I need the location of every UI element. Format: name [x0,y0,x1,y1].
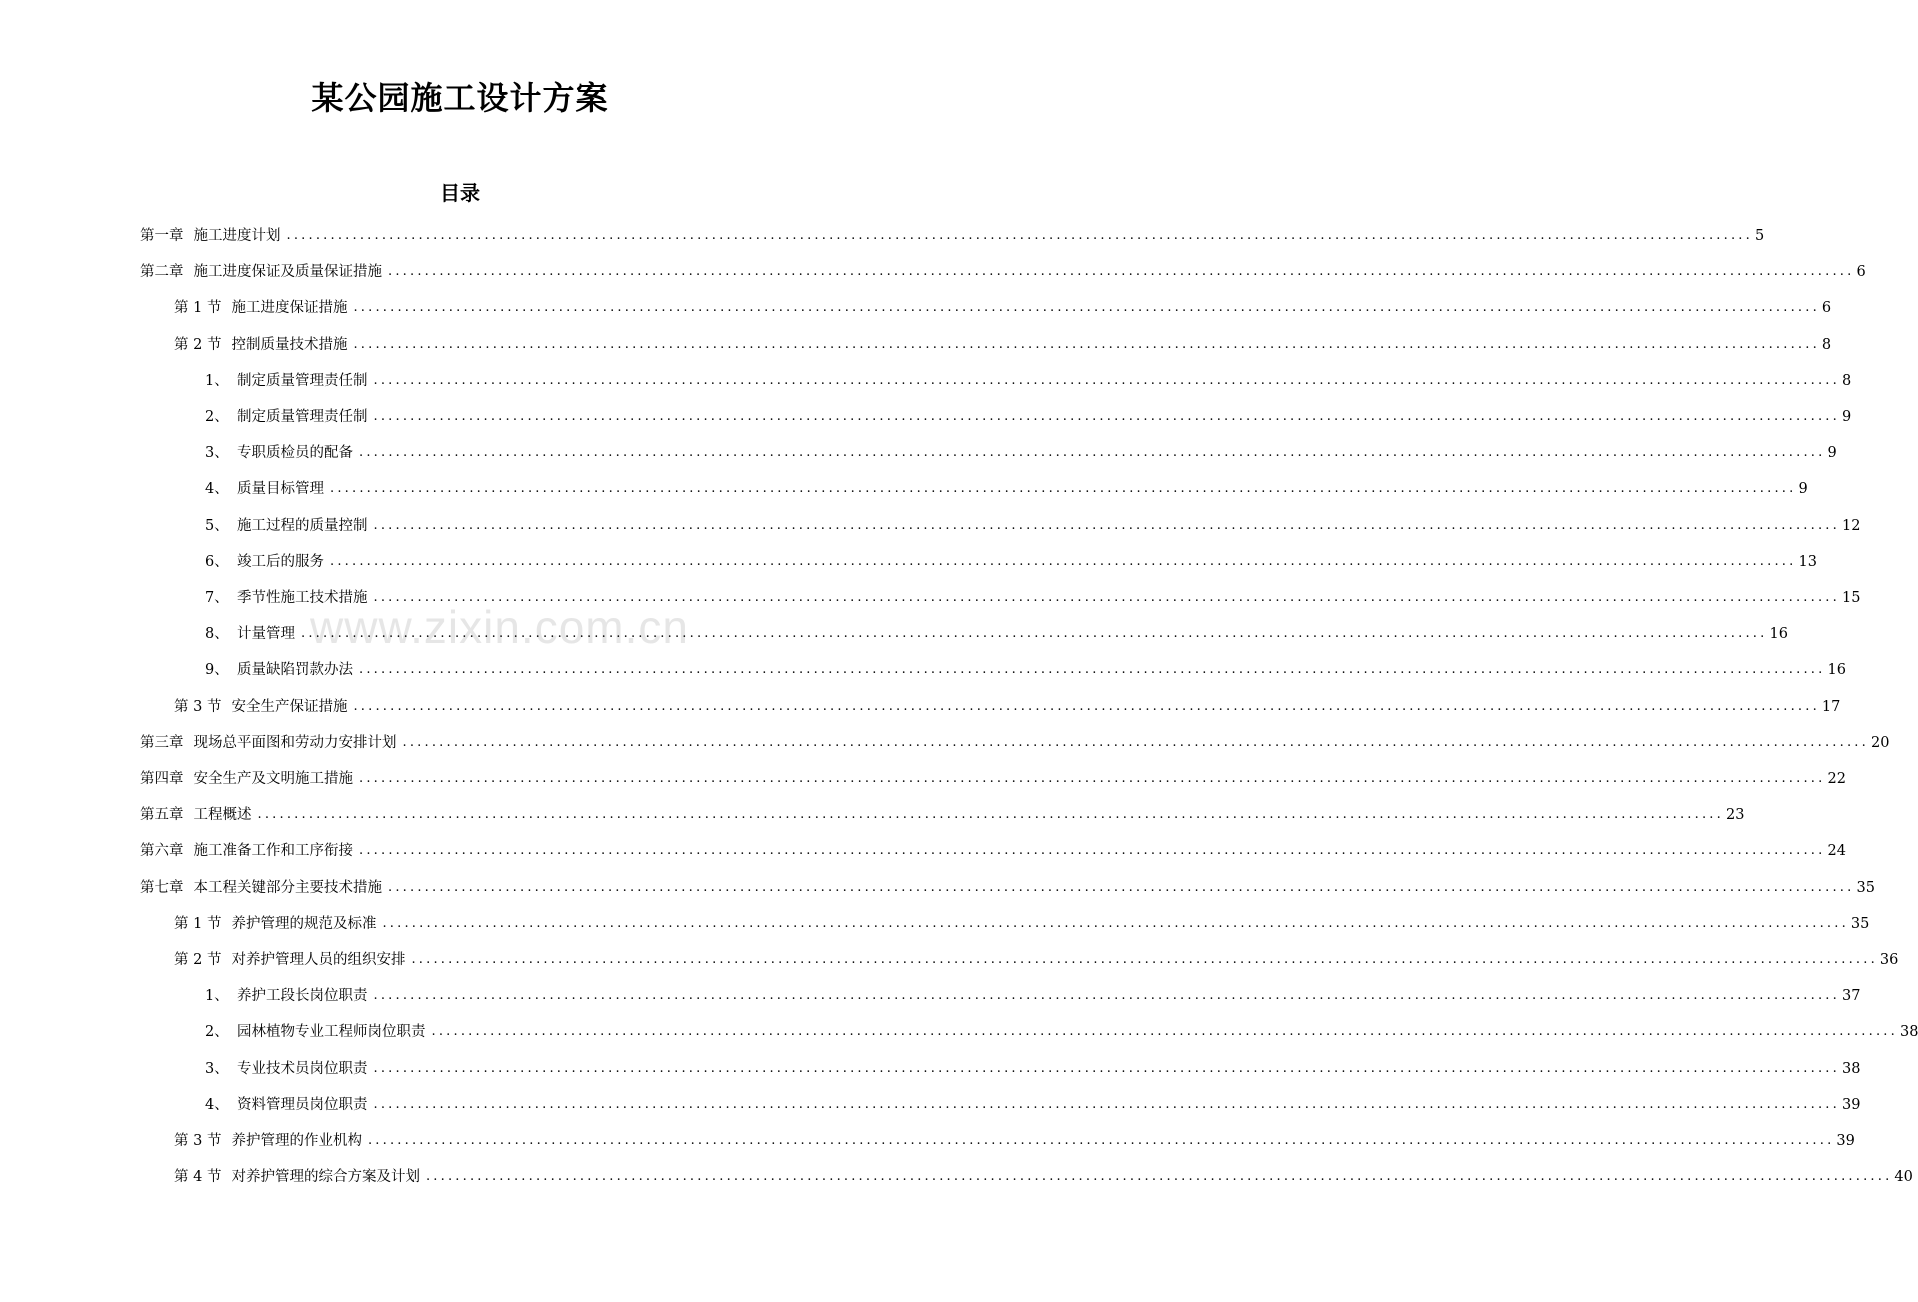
toc-entry[interactable] [174,906,1870,942]
watermark-text: www.zixin.com.cn [310,601,689,653]
toc-entry-page: 23 [1725,807,1745,824]
toc-leader-dots: ........................................................................................................................................................................................................ [373,1096,1840,1112]
toc-entry-number: 第 1 节 [174,915,222,932]
toc-entry-title: 安全生产及文明施工措施 [193,771,353,787]
toc-entry-title: 养护管理的作业机构 [231,1133,362,1149]
toc-leader-dots: ........................................................................................................................................................................................................ [388,879,1855,895]
toc-entry-number: 第 3 节 [174,698,222,715]
toc-leader-dots: ........................................................................................................................................................................................................ [373,372,1840,388]
toc-entry[interactable] [205,580,1861,616]
toc-entry-title: 质量缺陷罚款办法 [237,662,353,679]
toc-leader-dots: ........................................................................................................................................................................................................ [373,590,1840,605]
toc-entry-page: 17 [1821,698,1841,715]
toc-entry[interactable] [205,399,1852,435]
toc-heading: 目录 [440,181,480,205]
toc-entry-title: 制定质量管理责任制 [237,372,368,389]
toc-leader-dots: ........................................................................................................................................................................................................ [367,1133,1835,1148]
toc-entry[interactable] [205,363,1852,399]
toc-entry[interactable] [205,616,1788,652]
toc-entry-page: 15 [1841,590,1861,606]
toc-entry-page: 8 [1821,336,1832,353]
toc-entry[interactable] [205,1014,1918,1050]
toc-entry-number: 4、 [205,1096,229,1113]
toc-entry-page: 16 [1827,662,1846,679]
toc-leader-dots: ........................................................................................................................................................................................................ [388,264,1855,280]
toc-entry[interactable] [174,942,1899,978]
toc-entry-page: 20 [1870,734,1890,751]
toc-entry[interactable] [205,471,1808,507]
toc-entry[interactable] [140,218,1765,254]
toc-entry-page: 5 [1754,228,1765,244]
toc-entry-page: 38 [1899,1024,1918,1041]
toc-entry-number: 4、 [205,481,229,498]
toc-entry-title: 园林植物专业工程师岗位职责 [237,1024,426,1041]
toc-entry[interactable] [205,978,1861,1014]
toc-leader-dots: ........................................................................................................................................................................................................ [373,409,1840,424]
toc-entry-title: 竣工后的服务 [237,553,324,570]
toc-entry-number: 第三章 [140,734,184,751]
toc-entry-title: 对养护管理的综合方案及计划 [231,1169,420,1186]
toc-entry-number: 第六章 [140,843,184,860]
toc-leader-dots: ........................................................................................................................................................................................................ [353,698,1820,714]
toc-entry-number: 1、 [205,988,229,1005]
toc-leader-dots: ........................................................................................................................................................................................................ [353,300,1820,316]
toc-entry-title: 施工过程的质量控制 [237,517,368,534]
toc-entry-number: 第 2 节 [174,336,222,353]
toc-entry-page: 6 [1821,300,1832,317]
toc-entry-title: 现场总平面图和劳动力安排计划 [193,734,397,751]
toc-entry-page: 40 [1894,1169,1913,1186]
toc-entry-title: 控制质量技术措施 [231,336,348,353]
toc-entry-title: 工程概述 [193,807,252,824]
toc-entry[interactable] [140,254,1866,290]
toc-entry-number: 第二章 [140,264,184,281]
toc-entry-number: 第四章 [140,771,184,787]
toc-entry[interactable] [205,508,1861,544]
toc-entry-page: 13 [1798,553,1817,570]
toc-entry-title: 制定质量管理责任制 [237,409,368,425]
toc-entry-number: 9、 [205,662,229,679]
toc-entry-title: 施工进度保证及质量保证措施 [193,264,382,281]
toc-entry-title: 安全生产保证措施 [231,698,348,715]
toc-entry[interactable] [174,1159,1913,1195]
toc-leader-dots: ........................................................................................................................................................................................................ [411,952,1878,967]
toc-entry-page: 6 [1856,264,1866,281]
toc-entry[interactable] [174,689,1841,725]
toc-entry-number: 3、 [205,1060,229,1077]
toc-entry-number: 2、 [205,409,229,425]
toc-entry-number: 5、 [205,517,229,534]
toc-leader-dots: ........................................................................................................................................................................................................ [402,734,1869,750]
toc-leader-dots: ........................................................................................................................................................................................................ [353,336,1820,352]
toc-entry-page: 8 [1841,372,1852,389]
toc-entry-page: 22 [1827,771,1846,787]
toc-leader-dots: ........................................................................................................................................................................................................ [425,1169,1893,1185]
toc-entry-title: 养护管理的规范及标准 [231,915,377,932]
toc-entry[interactable] [140,761,1846,797]
toc-entry[interactable] [140,725,1890,761]
toc-entry-number: 第 4 节 [174,1169,222,1186]
toc-entry-page: 37 [1841,988,1861,1005]
toc-entry-title: 施工进度保证措施 [231,300,348,317]
toc-entry-title: 季节性施工技术措施 [237,590,368,606]
toc-entry-title: 资料管理员岗位职责 [237,1096,368,1113]
toc-entry-page: 9 [1827,445,1837,462]
toc-entry-title: 本工程关键部分主要技术措施 [193,879,382,896]
toc-leader-dots: ........................................................................................................................................................................................................ [373,988,1840,1004]
toc-leader-dots: ........................................................................................................................................................................................................ [301,626,1768,642]
toc-entry-number: 第 3 节 [174,1133,222,1149]
toc-entry[interactable] [140,797,1745,833]
toc-entry-number: 3、 [205,445,229,462]
toc-entry-page: 36 [1879,952,1899,968]
toc-entry[interactable] [205,544,1817,580]
toc-entry-title: 施工进度计划 [193,228,281,244]
toc-leader-dots: ........................................................................................................................................................................................................ [373,1060,1840,1076]
toc-entry-title: 质量目标管理 [237,481,324,498]
toc-entry[interactable] [140,870,1875,906]
toc-entry-page: 16 [1769,626,1788,643]
toc-entry-page: 35 [1856,879,1875,896]
toc-entry-number: 第五章 [140,807,184,824]
toc-entry[interactable] [174,290,1832,326]
toc-entry[interactable] [205,652,1846,688]
toc-entry[interactable] [205,1051,1861,1087]
toc-leader-dots: ........................................................................................................................................................................................................ [359,662,1826,678]
toc-leader-dots: ........................................................................................................................................................................................................ [257,807,1724,823]
toc-entry-title: 计量管理 [237,626,295,643]
toc-entry-page: 9 [1841,409,1852,425]
toc-entry-title: 专业技术员岗位职责 [237,1060,368,1077]
toc-leader-dots: ........................................................................................................................................................................................................ [330,481,1797,497]
toc-leader-dots: ........................................................................................................................................................................................................ [359,843,1826,859]
toc-leader-dots: ........................................................................................................................................................................................................ [286,228,1753,243]
toc-leader-dots: ........................................................................................................................................................................................................ [382,915,1849,931]
toc-entry-page: 39 [1836,1133,1855,1149]
toc-entry-number: 1、 [205,372,229,389]
toc-entry-number: 第一章 [140,228,184,244]
toc-entry-page: 39 [1841,1096,1861,1113]
toc-entry-number: 6、 [205,553,229,570]
toc-entry[interactable] [174,1123,1855,1159]
toc-entry-page: 9 [1798,481,1808,498]
toc-entry-number: 第 1 节 [174,300,222,317]
toc-entry-page: 35 [1850,915,1870,932]
toc-leader-dots: ........................................................................................................................................................................................................ [330,553,1797,569]
toc-entry-title: 施工准备工作和工序衔接 [193,843,353,860]
toc-entry[interactable] [174,327,1832,363]
document-title: 某公园施工设计方案 [311,79,609,117]
toc-entry[interactable] [205,1087,1861,1123]
toc-entry-page: 24 [1827,843,1846,860]
toc-entry-page: 12 [1841,517,1861,534]
toc-leader-dots: ........................................................................................................................................................................................................ [359,771,1826,786]
toc-entry-title: 对养护管理人员的组织安排 [231,952,406,968]
toc-leader-dots: ........................................................................................................................................................................................................ [359,445,1826,461]
toc-leader-dots: ........................................................................................................................................................................................................ [373,517,1840,533]
toc-entry-number: 第七章 [140,879,184,896]
toc-entry-page: 38 [1841,1060,1861,1077]
toc-entry-number: 第 2 节 [174,952,222,968]
toc-entry[interactable] [205,435,1837,471]
toc-entry-number: 2、 [205,1024,229,1041]
toc-leader-dots: ........................................................................................................................................................................................................ [431,1024,1898,1040]
toc-entry-number: 8、 [205,626,229,643]
toc-entry-title: 养护工段长岗位职责 [237,988,368,1005]
toc-entry-number: 7、 [205,590,229,606]
toc-entry-title: 专职质检员的配备 [237,445,353,462]
toc-entry[interactable] [140,833,1846,869]
